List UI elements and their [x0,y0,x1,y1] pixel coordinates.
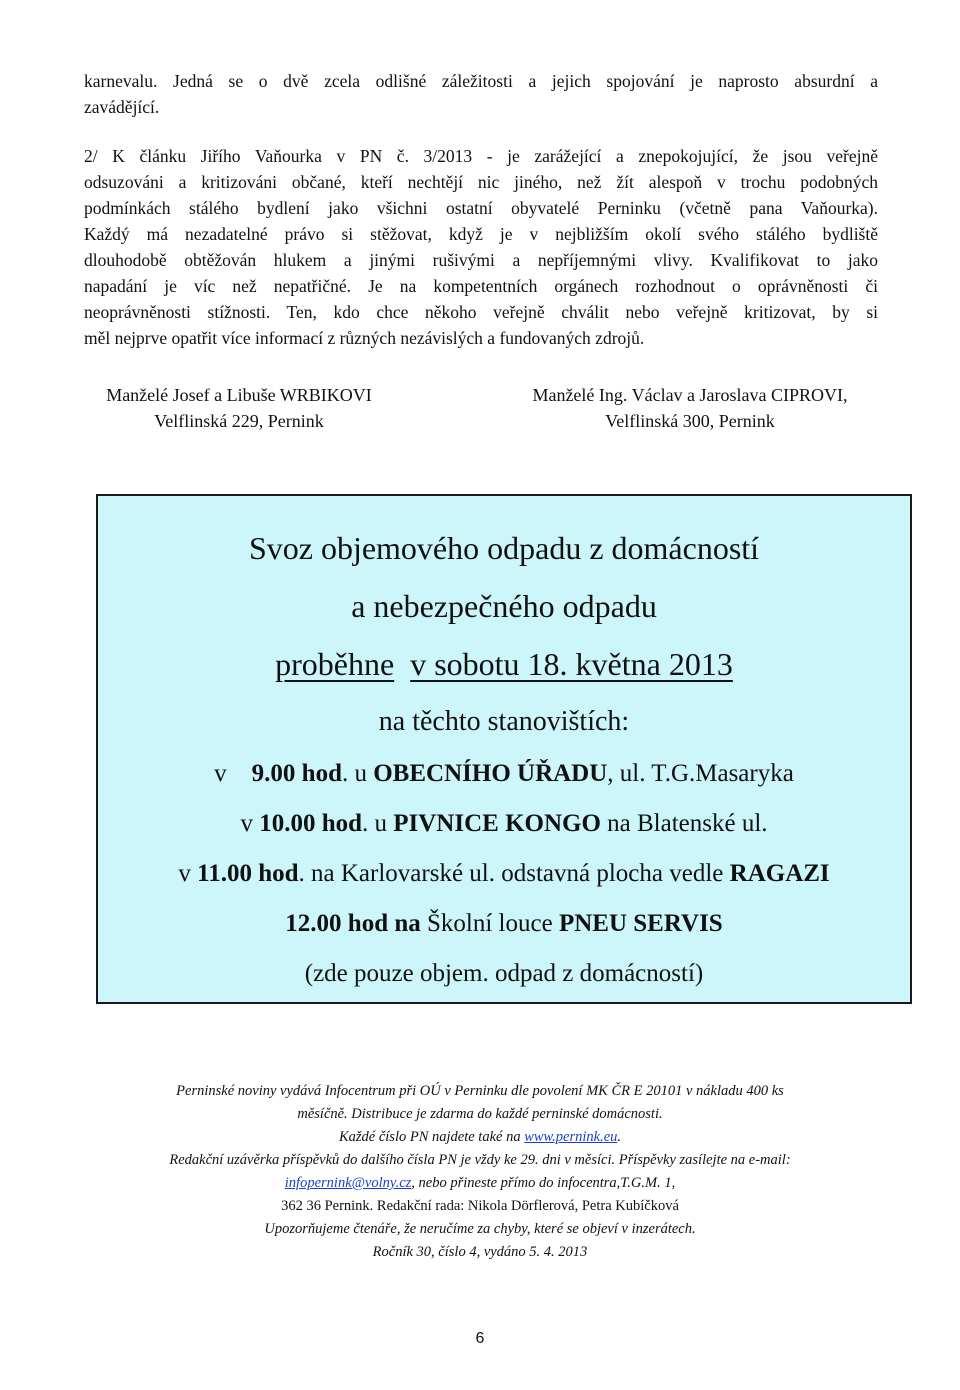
text-line: 2/ K článku Jiřího Vaňourka v PN č. 3/2013 - je zarážející a znepokojující, že jsou veřejně [84,146,878,166]
footer-line: měsíčně. Distribuce je zdarma do každé perninské domácnosti. [297,1106,663,1122]
notice-note: (zde pouze objem. odpad z domácností) [304,960,704,987]
page-number: 6 [475,1330,485,1347]
stop-time: 10.00 hod [259,810,362,837]
notice-date [98,646,910,683]
stop-line [98,810,910,838]
text-line: podmínkách stálého bydlení jako všichni ostatní obyvatelé Perninku (včetně pana Vaňourka). [84,198,878,218]
signature-left [84,382,394,434]
stop-place: OBECNÍHO ÚŘADU [373,760,608,787]
footer-line: Redakční uzávěrka příspěvků do dalšího čísla PN je vždy ke 29. dni v měsíci. Příspěvky zasílejte na e-mail: [169,1152,791,1168]
text-line: odsuzováni a kritizováni občané, kteří nechtějí nic jiného, než žít alespoň v trochu podobných [84,172,878,192]
stop-text: . na Karlovarské ul. odstavná plocha vedle [298,860,730,887]
notice-title-line1: Svoz objemového odpadu z domácností [248,530,760,566]
footer-line: 362 36 Pernink. Redakční rada: Nikola Dörflerová, Petra Kubíčková [281,1198,679,1214]
article-paragraph [84,143,878,351]
stop-time: 11.00 hod [197,860,299,887]
signature-right-name: Manželé Ing. Václav a Jaroslava CIPROVI, [532,385,848,405]
text-line: napadání je víc než nepatřičné. Je na kompetentních orgánech rozhodnout o oprávněnosti či [84,276,878,296]
stop-text: . u [362,810,394,837]
stop-prefix: v [178,860,198,887]
stop-text: , ul. T.G.Masaryka [607,760,794,787]
stop-time: 9.00 hod [251,760,342,787]
stop-text: Školní louce [420,910,559,937]
footer-text: . [617,1129,622,1145]
footer-text: Každé číslo PN najdete také na [338,1129,525,1145]
footer-line [80,1172,880,1195]
stop-text: . u [341,760,374,787]
publication-footer [80,1080,880,1264]
signature-left-name: Manželé Josef a Libuše WRBIKOVI [106,385,372,405]
notice-date-rest: v sobotu 18. května 2013 [410,646,733,682]
email-link[interactable]: infopernink@volny.cz [284,1175,412,1191]
footer-text: , nebo přineste přímo do infocentra,T.G.M. 1, [411,1175,676,1191]
stop-line [98,760,910,788]
text-line: karnevalu. Jedná se o dvě zcela odlišné záležitosti a jejich spojování je naprosto absurdní a [84,71,878,91]
text-line: zavádějící. [84,97,160,117]
stop-place: PIVNICE KONGO [393,810,601,837]
notice-locations-heading: na těchto stanovištích: [378,706,630,737]
text-line: neoprávněnosti stížnosti. Ten, kdo chce někoho veřejně chválit nebo veřejně kritizovat, by si [84,302,878,322]
signature-right-address: Velflinská 300, Pernink [605,411,775,431]
stop-time: 12.00 hod na [285,910,421,937]
signature-left-address: Velflinská 229, Pernink [154,411,324,431]
footer-line: Upozorňujeme čtenáře, že neručíme za chyby, které se objeví v inzerátech. [264,1221,696,1237]
website-link[interactable]: www.pernink.eu [524,1129,618,1145]
notice-title-line2: a nebezpečného odpadu [351,588,657,624]
stop-place: PNEU SERVIS [558,910,723,937]
stop-line [98,860,910,888]
waste-collection-notice [96,494,912,1004]
stop-place: RAGAZI [729,860,830,887]
text-line: dlouhodobě obtěžován hlukem a jinými rušivými a nepříjemnými vlivy. Kvalifikovat to jako [84,250,878,270]
stop-text: na Blatenské ul. [600,810,768,837]
stop-prefix: v [240,810,260,837]
text-line: měl nejprve opatřit více informací z různých nezávislých a fundovaných zdrojů. [84,328,645,348]
intro-paragraph [84,68,878,120]
signature-right [505,382,875,434]
notice-date-pre: proběhne [275,646,395,682]
footer-line: Ročník 30, číslo 4, vydáno 5. 4. 2013 [372,1244,588,1260]
stop-line [98,910,910,938]
footer-line: Perninské noviny vydává Infocentrum při OÚ v Perninku dle povolení MK ČR E 20101 v nákladu 400 ks [176,1083,784,1099]
text-line: Každý má nezadatelné právo si stěžovat, když je v nejbližším okolí svého stálého bydliště [84,224,878,244]
stop-prefix: v [214,760,233,787]
footer-line [80,1126,880,1149]
